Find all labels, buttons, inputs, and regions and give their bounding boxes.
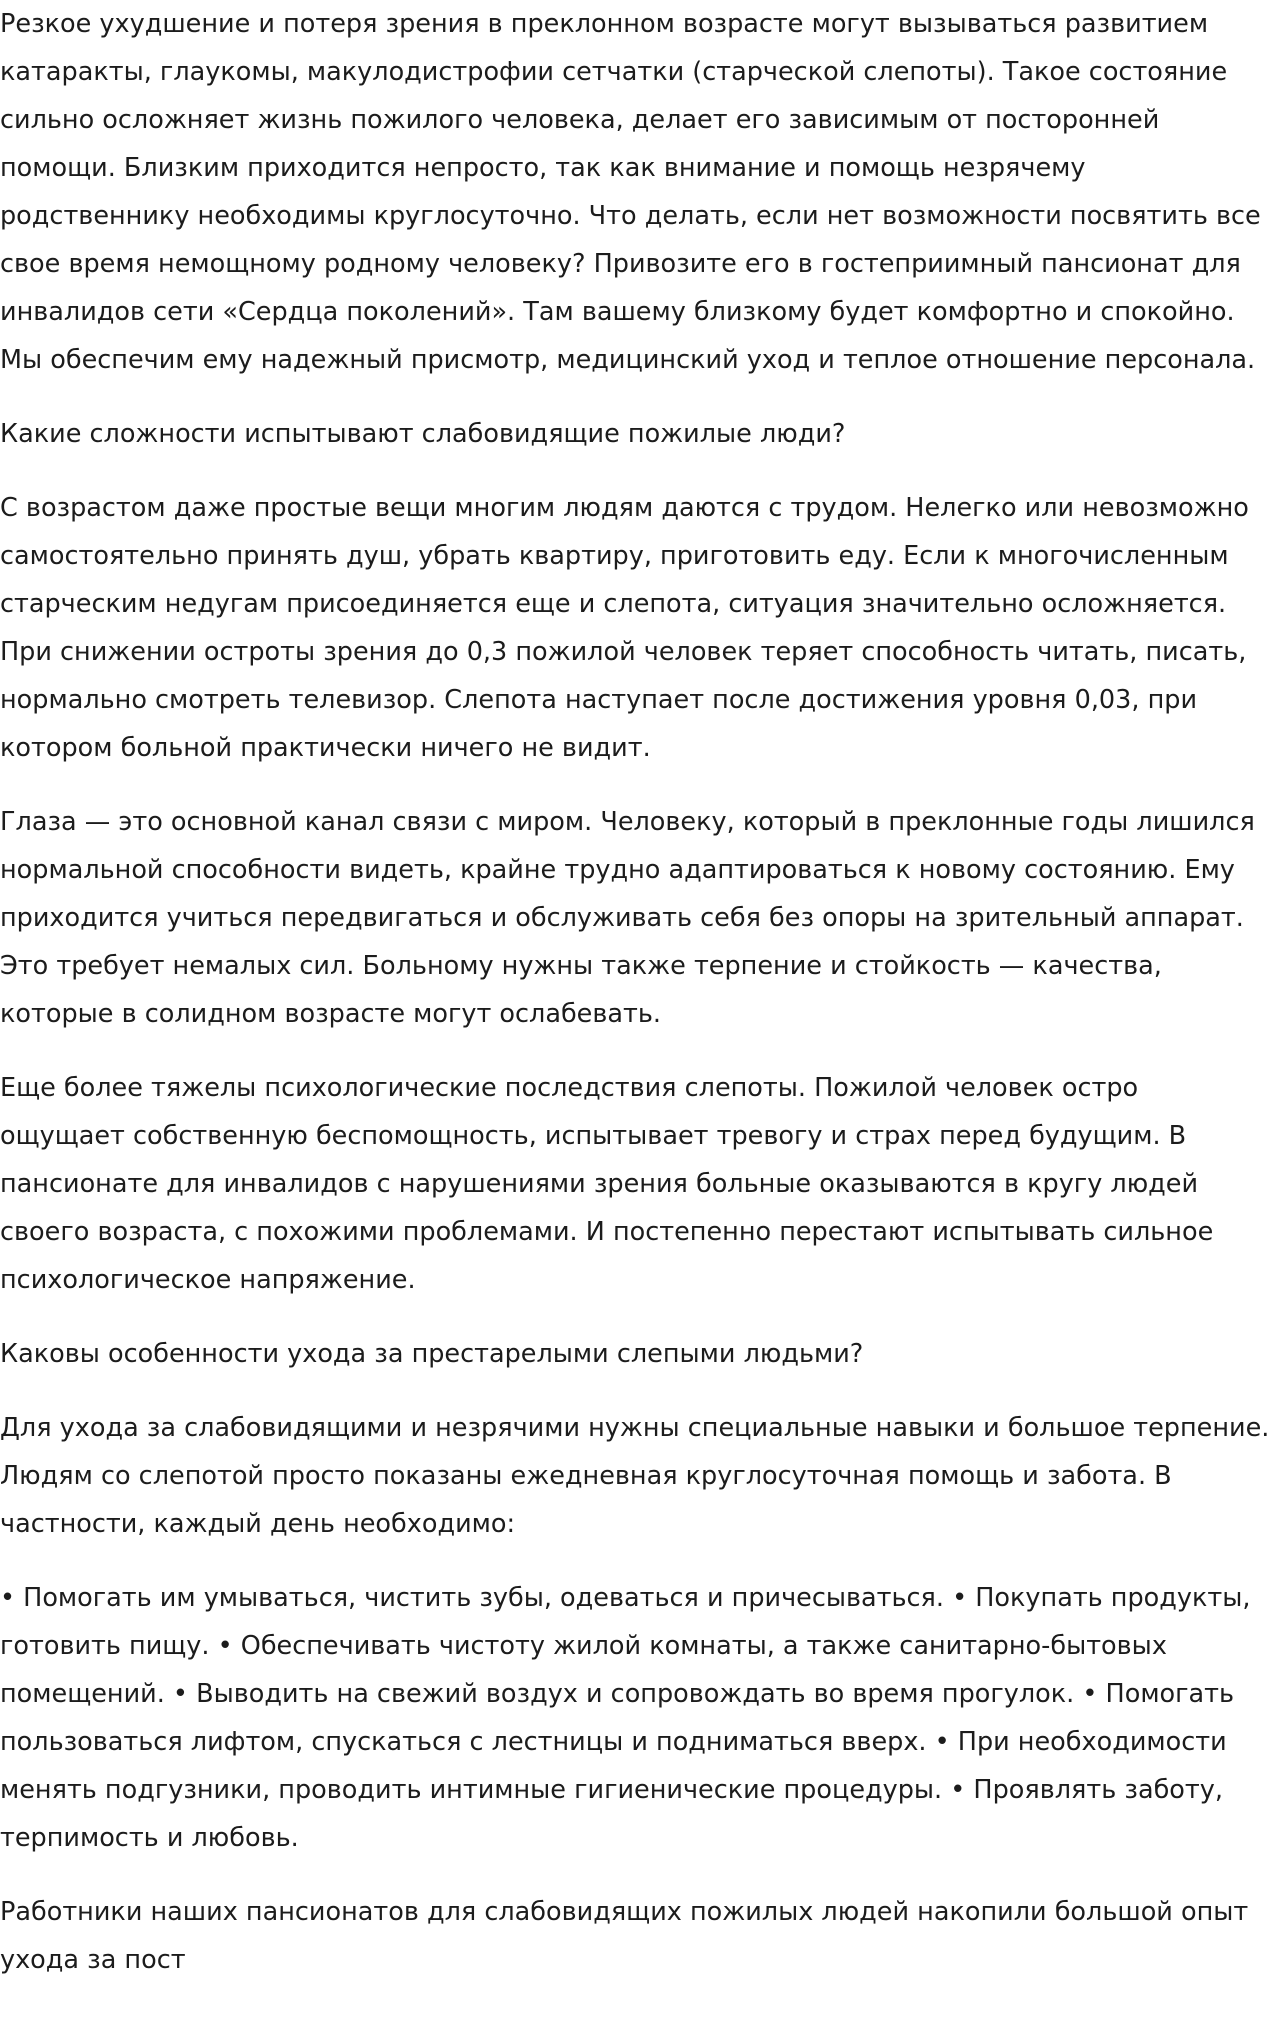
- section-heading-difficulties: Какие сложности испытывают слабовидящие пожилые люди?: [0, 419, 846, 449]
- paragraph-psychological: Еще более тяжелы психологические последствия слепоты. Пожилой человек остро ощущает собственную беспомощность, испытывает тревогу и страх перед будущим. В пансионате для инвалидов с нарушениями зрения больные оказываются в кругу людей своего возраста, с похожими проблемами. И постепенно перестают испытывать сильное психологическое напряжение.: [0, 1073, 1214, 1295]
- section-heading-care: Каковы особенности ухода за престарелыми слепыми людьми?: [0, 1339, 864, 1369]
- paragraph-age-difficulties: С возрастом даже простые вещи многим людям даются с трудом. Нелегко или невозможно самостоятельно принять душ, убрать квартиру, приготовить еду. Если к многочисленным старческим недугам присоединяется еще и слепота, ситуация значительно осложняется. При снижении остроты зрения до 0,3 пожилой человек теряет способность читать, писать, нормально смотреть телевизор. Слепота наступает после достижения уровня 0,03, при котором больной практически ничего не видит.: [0, 493, 1249, 763]
- intro-paragraph: Резкое ухудшение и потеря зрения в преклонном возрасте могут вызываться развитием катаракты, глаукомы, макулодистрофии сетчатки (старческой слепоты). Такое состояние сильно осложняет жизнь пожилого человека, делает его зависимым от посторонней помощи. Близким приходится непросто, так как внимание и помощь незрячему родственнику необходимы круглосуточно. Что делать, если нет возможности посвятить все свое время немощному родному человеку? Привозите его в гостеприимный пансионат для инвалидов сети «Сердца поколений». Там вашему близкому будет комфортно и спокойно. Мы обеспечим ему надежный присмотр, медицинский уход и теплое отношение персонала.: [0, 9, 1261, 375]
- paragraph-care-skills: Для ухода за слабовидящими и незрячими нужны специальные навыки и большое терпение. Людям со слепотой просто показаны ежедневная круглосуточная помощь и забота. В частности, каждый день необходимо:: [0, 1413, 1270, 1539]
- paragraph-staff-experience: Работники наших пансионатов для слабовидящих пожилых людей накопили большой опыт ухода за пост: [0, 1897, 1249, 1975]
- care-tasks-list: • Помогать им умываться, чистить зубы, одеваться и причесываться. • Покупать продукты, готовить пищу. • Обеспечивать чистоту жилой комнаты, а также санитарно-бытовых помещений. • Выводить на свежий воздух и сопровождать во время прогулок. • Помогать пользоваться лифтом, спускаться с лестницы и подниматься вверх. • При необходимости менять подгузники, проводить интимные гигиенические процедуры. • Проявлять заботу, терпимость и любовь.: [0, 1583, 1251, 1853]
- paragraph-eyes-channel: Глаза — это основной канал связи с миром. Человеку, который в преклонные годы лишился нормальной способности видеть, крайне трудно адаптироваться к новому состоянию. Ему приходится учиться передвигаться и обслуживать себя без опоры на зрительный аппарат. Это требует немалых сил. Больному нужны также терпение и стойкость — качества, которые в солидном возрасте могут ослабевать.: [0, 807, 1255, 1029]
